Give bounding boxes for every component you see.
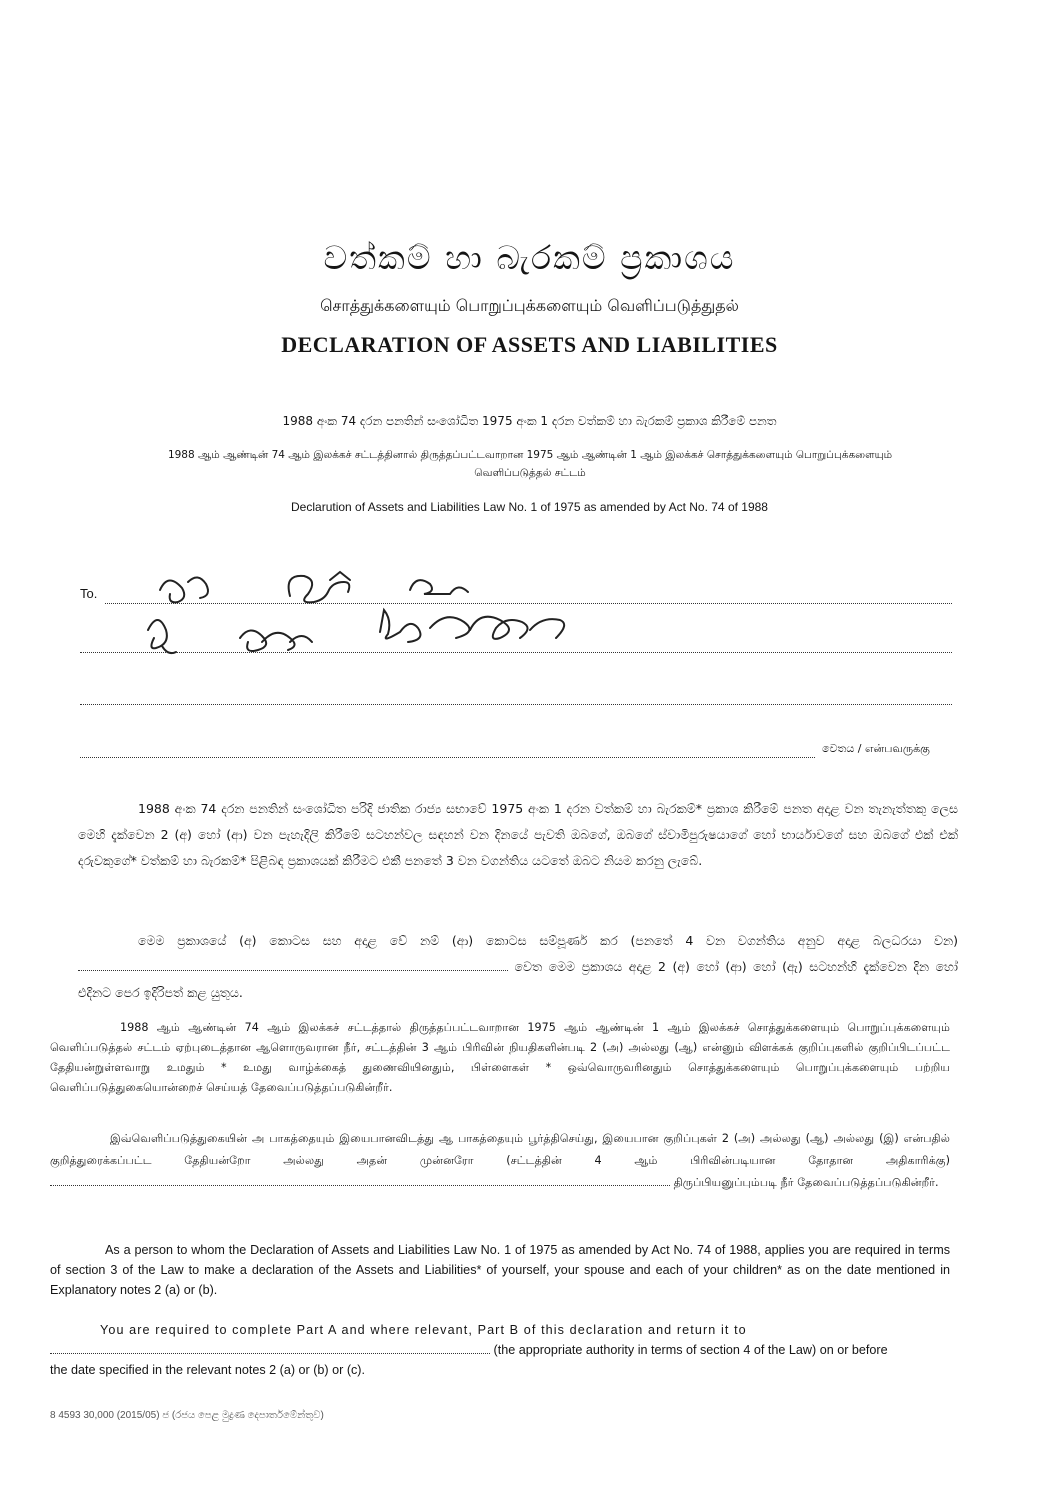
paragraph-english-2 — [50, 1320, 950, 1380]
print-code: 8 4593 30,000 (2015/05) ජ (රජය පෙළ මුද්‍රණ දෙපාර්තමේන්තුව) — [50, 1410, 324, 1421]
paragraph-sinhala-2-part2: වෙත මෙම ප්‍රකාශය අදාළ 2 (අ) හෝ (ආ) හෝ (ඇ) සටහන්හි දැක්වෙන දින හෝ එදිනට පෙර ඉදිරිපත් කළ යුතුය. — [78, 959, 958, 1000]
paragraph-sinhala-1: 1988 අංක 74 දරන පනතින් සංශෝධිත පරිදි ජාතික රාජ්‍ය සභාවේ 1975 අංක 1 දරන වත්කම් හා බැරකම්* ප්‍රකාශ කිරීමේ පනත අදාළ වන තැනැත්තකු ලෙස මෙහි දැක්වෙන 2 (අ) හෝ (ආ) වන පැහැදිලි කිරීමේ සටහන්වල සඳහන් වන දිනයේ පැවති ඔබගේ, ඔබගේ ස්වාමිපුරුෂයාගේ හෝ භාර්යාවගේ සහ ඔබගේ එක් එක් දරුවකුගේ* වත්කම් හා බැරකම්* පිළිබඳ ප්‍රකාශයක් කිරීමට එකී පනතේ 3 වන වගන්තිය යටතේ ඔබට නියම කරනු ලැබේ. — [78, 801, 958, 868]
law-reference-english: Declarution of Assets and Liabilities Law No. 1 of 1975 as amended by Act No. 74 of 1988 — [291, 500, 768, 514]
paragraph-tamil-2-part1: இவ்வெளிப்படுத்துகையின் அ பாகத்தையும் இயைபானவிடத்து ஆ பாகத்தையும் பூர்த்திசெய்து, இயைபான குறிப்புகள் 2 (அ) அல்லது (ஆ) அல்லது (இ) என்பதில் குறித்துரைக்கப்பட்ட தேதியன்றோ அல்லது அதன் முன்னரோ (சட்டத்தின் 4 ஆம் பிரிவின்படியான தோதான அதிகாரிக்கு) — [50, 1132, 950, 1167]
paragraph-sinhala-2 — [78, 928, 958, 1006]
title-tamil: சொத்துக்களையும் பொறுப்புக்களையும் வெளிப்படுத்துதல் — [320, 296, 739, 315]
law-reference-tamil-line2: வெளிப்படுத்தல் சட்டம் — [474, 467, 586, 479]
paragraph-english-1: As a person to whom the Declaration of Assets and Liabilities Law No. 1 of 1975 as amended by Act No. 74 of 1988, applies you are required in terms of section 3 of the Law to make a declaration of the Assets and Liabilities* of yourself, your spouse and each of your children* as on the date mentioned in Explanatory notes 2 (a) or (b). — [50, 1243, 950, 1297]
title-english: DECLARATION OF ASSETS AND LIABILITIES — [281, 332, 778, 357]
paragraph-tamil-2-part2: திருப்பியனுப்பும்படி நீர் தேவைப்படுத்தப்படுகின்றீர். — [673, 1176, 939, 1189]
address-suffix-label: වෙතය / என்பவருக்கு — [822, 742, 930, 755]
law-reference-sinhala: 1988 අංක 74 දරන පනතින් සංශෝධිත 1975 අංක 1 දරන වත්කම් හා බැරකම් ප්‍රකාශ කිරීමේ පනත — [282, 414, 777, 428]
authority-field-english[interactable] — [50, 1353, 490, 1354]
address-line-3[interactable] — [80, 704, 952, 705]
address-line-4[interactable] — [80, 757, 815, 758]
paragraph-tamil-2 — [50, 1128, 950, 1194]
title-sinhala: වත්කම් හා බැරකම් ප්‍රකාශය — [323, 238, 736, 277]
to-label: To. — [80, 586, 98, 601]
authority-field-tamil[interactable] — [50, 1185, 670, 1186]
paragraph-english-2-line2: (the appropriate authority in terms of section 4 of the Law) on or before — [493, 1343, 888, 1357]
law-reference-tamil-line1: 1988 ஆம் ஆண்டின் 74 ஆம் இலக்கச் சட்டத்தினால் திருத்தப்பட்டவாறான 1975 ஆம் ஆண்டின் 1 ஆம் இலக்கச் சொத்துக்களையும் பொறுப்புக்களையும் — [167, 449, 893, 461]
paragraph-sinhala-2-part1: මෙම ප්‍රකාශයේ (අ) කොටස සහ අදාළ වේ නම් (ආ) කොටස සම්පූර්ණ කර (පනතේ 4 වන වගන්තිය අනුව අදාළ බලධරයා වන) — [138, 933, 958, 948]
handwritten-address — [140, 560, 640, 680]
paragraph-english-2-line3: the date specified in the relevant notes 2 (a) or (b) or (c). — [50, 1363, 365, 1377]
paragraph-tamil-1: 1988 ஆம் ஆண்டின் 74 ஆம் இலக்கச் சட்டத்தால் திருத்தப்பட்டவாறான 1975 ஆம் ஆண்டின் 1 ஆம் இலக்கச் சொத்துக்களையும் பொறுப்புக்களையும் வெளிப்படுத்தல் சட்டம் ஏற்புடைத்தான ஆளொருவரான நீர், சட்டத்தின் 3 ஆம் பிரிவின் நியதிகளின்படி 2 (அ) அல்லது (ஆ) என்னும் விளக்கக் குறிப்புகளில் குறிப்பிடப்பட்ட தேதியன்றுள்ளவாறு உமதும் * உமது வாழ்க்கைத் துணைவியினதும், பிள்ளைகள் * ஒவ்வொருவரினதும் சொத்துக்களையும் பொறுப்புக்களையும் பற்றிய வெளிப்படுத்துகையொன்றைச் செய்யத் தேவைப்படுத்தப்படுகின்றீர். — [50, 1021, 950, 1094]
paragraph-english-2-line1: You are required to complete Part A and where relevant, Part B of this declaration and return it to — [100, 1323, 747, 1337]
authority-field-sinhala[interactable] — [78, 970, 508, 971]
law-reference-tamil — [80, 446, 980, 482]
